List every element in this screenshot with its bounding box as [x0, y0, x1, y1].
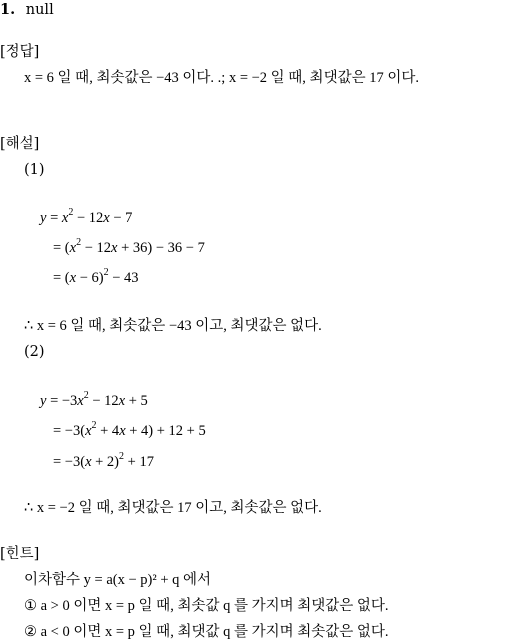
- hint-header: [힌트]: [0, 546, 40, 562]
- part1-conclusion: ∴ x = 6 일 때, 최솟값은 −43 이고, 최댓값은 없다.: [24, 318, 322, 334]
- hint-item-2: ② a < 0 이면 x = p 일 때, 최댓값 q 를 가지며 최솟값은 없다.: [24, 624, 389, 640]
- answer-header: [정답]: [0, 44, 40, 60]
- part2-eq-3: = $-3(x + 2)^2 + 17$: [53, 451, 154, 470]
- part2-conclusion: ∴ x = −2 일 때, 최댓값은 17 이고, 최솟값은 없다.: [24, 500, 322, 516]
- problem-number: 1.: [0, 1, 16, 18]
- solution-header: [해설]: [0, 136, 40, 152]
- problem-line: [0, 0, 54, 20]
- hint-intro: 이차함수 y = a(x − p)² + q 에서: [24, 572, 212, 588]
- part1-label: (1): [24, 162, 45, 178]
- part2-eq-2: = $-3(x^2 + 4x + 4) + 12 + 5$: [53, 420, 206, 439]
- answer-line: x = 6 일 때, 최솟값은 −43 이다. .; x = −2 일 때, 최댓값은 17 이다.: [24, 70, 419, 86]
- part2-eq-1: $y = -3x^2 - 12x + 5$: [40, 390, 148, 409]
- part1-eq-3: = $(x - 6)^2 - 43$: [53, 267, 139, 286]
- part1-eq-1: $y = x^2 - 12x - 7$: [40, 207, 133, 226]
- part2-label: (2): [24, 344, 45, 360]
- part1-eq-2: = $(x^2 - 12x + 36) - 36 - 7$: [53, 237, 205, 256]
- hint-item-1: ① a > 0 이면 x = p 일 때, 최솟값 q 를 가지며 최댓값은 없다.: [24, 598, 389, 614]
- problem-text: null: [25, 2, 54, 18]
